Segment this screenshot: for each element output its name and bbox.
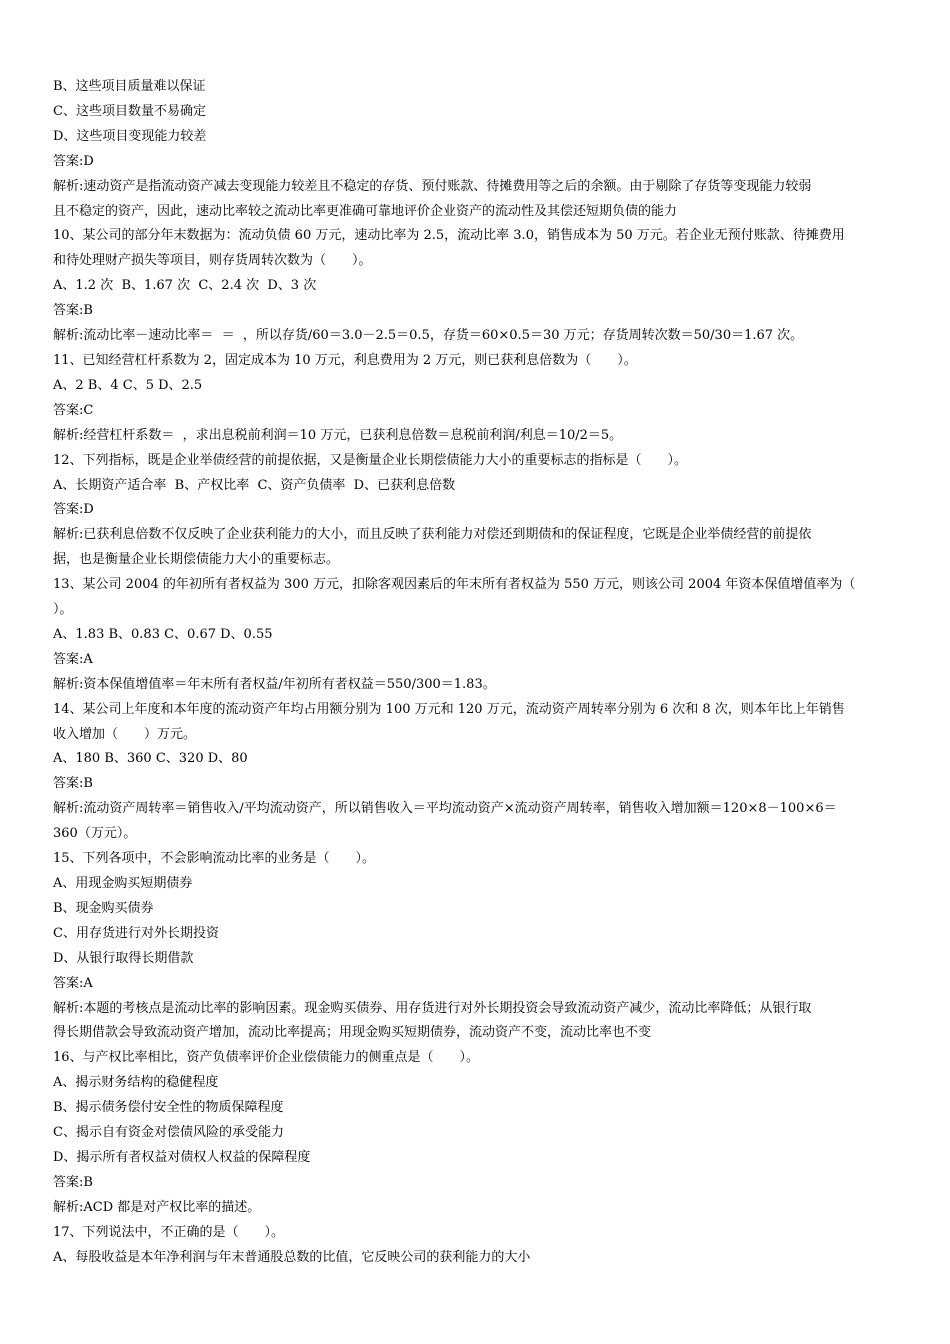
text-line: D、这些项目变现能力较差 [53, 128, 207, 144]
text-line: 解析:ACD 都是对产权比率的描述。 [53, 1199, 261, 1215]
text-line: 且不稳定的资产，因此，速动比率较之流动比率更准确可靠地评价企业资产的流动性及其偿还短期负债的能力 [53, 203, 678, 219]
document-body [53, 75, 898, 1271]
text-line: 16、与产权比率相比，资产负债率评价企业偿债能力的侧重点是（ ）。 [53, 1050, 480, 1066]
text-line: A、每股收益是本年净利润与年末普通股总数的比值，它反映公司的获利能力的大小 [53, 1249, 531, 1265]
text-line: 解析:流动比率－速动比率＝ ＝ ，所以存货/60＝3.0－2.5＝0.5，存货＝60×0.5＝30 万元；存货周转次数＝50/30＝1.67 次。 [53, 328, 804, 344]
text-line: D、揭示所有者权益对债权人权益的保障程度 [53, 1149, 311, 1165]
text-line: 11、已知经营杠杆系数为 2，固定成本为 10 万元，利息费用为 2 万元，则已获利息倍数为（ ）。 [53, 352, 637, 368]
text-line: B、揭示债务偿付安全性的物质保障程度 [53, 1100, 284, 1116]
text-line: A、2 B、4 C、5 D、2.5 [53, 377, 203, 393]
text-line: A、180 B、360 C、320 D、80 [53, 751, 248, 767]
text-line: 据，也是衡量企业长期偿债能力大小的重要标志。 [53, 552, 340, 568]
text-line: C、揭示自有资金对偿债风险的承受能力 [53, 1125, 284, 1141]
text-line: C、用存货进行对外长期投资 [53, 925, 219, 941]
text-line: B、现金购买债券 [53, 900, 154, 916]
text-line: A、用现金购买短期债券 [53, 876, 193, 891]
text-line: B、这些项目质量难以保证 [53, 79, 206, 94]
text-line: A、揭示财务结构的稳健程度 [53, 1075, 219, 1091]
text-line: A、长期资产适合率 B、产权比率 C、资产负债率 D、已获利息倍数 [53, 477, 456, 493]
text-line: 17、下列说法中，不正确的是（ ）。 [53, 1224, 285, 1240]
text-line: 解析:本题的考核点是流动比率的影响因素。现金购买债券、用存货进行对外长期投资会导致流动资产减少，流动比率降低；从银行取 [53, 1000, 812, 1016]
text-line: 解析:速动资产是指流动资产减去变现能力较差且不稳定的存货、预付账款、待摊费用等之后的余额。由于剔除了存货等变现能力较弱 [53, 178, 812, 194]
text-line: C、这些项目数量不易确定 [53, 103, 206, 119]
text-line: ）。 [53, 602, 73, 618]
text-line: 答案:C [53, 402, 94, 418]
text-line: 14、某公司上年度和本年度的流动资产年均占用额分别为 100 万元和 120 万元，流动资产周转率分别为 6 次和 8 次，则本年比上年销售 [53, 701, 845, 717]
text-line: 答案:D [53, 153, 94, 169]
text-line: 解析:已获利息倍数不仅反映了企业获利能力的大小，而且反映了获利能力对偿还到期债和的保证程度，它既是企业举债经营的前提依 [53, 527, 812, 543]
text-line: 解析:资本保值增值率＝年末所有者权益/年初所有者权益＝550/300＝1.83。 [53, 676, 496, 692]
text-line: 解析:流动资产周转率＝销售收入/平均流动资产，所以销售收入＝平均流动资产×流动资产周转率，销售收入增加额＝120×8－100×6＝ [53, 801, 837, 817]
text-line: 答案:B [53, 1174, 93, 1190]
text-line: 和待处理财产损失等项目，则存货周转次数为（ ）。 [53, 253, 372, 269]
text-line: 360（万元）。 [53, 826, 137, 842]
text-line: 收入增加（ ）万元。 [53, 726, 197, 742]
text-line: 13、某公司 2004 的年初所有者权益为 300 万元，扣除客观因素后的年末所有者权益为 550 万元，则该公司 2004 年资本保值增值率为（ [53, 577, 856, 593]
text-line: 答案:B [53, 303, 93, 319]
text-line: 答案:D [53, 502, 94, 518]
text-line: 答案:B [53, 776, 93, 792]
text-line: 15、下列各项中，不会影响流动比率的业务是（ ）。 [53, 851, 376, 867]
text-line: A、1.83 B、0.83 C、0.67 D、0.55 [53, 626, 273, 642]
text-line: 答案:A [53, 651, 93, 667]
text-line: 10、某公司的部分年末数据为：流动负债 60 万元，速动比率为 2.5，流动比率 3.0，销售成本为 50 万元。若企业无预付账款、待摊费用 [53, 228, 845, 244]
text-line: 得长期借款会导致流动资产增加，流动比率提高；用现金购买短期债券，流动资产不变，流动比率也不变 [53, 1025, 652, 1041]
text-line: 解析:经营杠杆系数＝ ，求出息税前利润＝10 万元，已获利息倍数＝息税前利润/利息＝10/2＝5。 [53, 427, 623, 443]
text-line: 12、下列指标，既是企业举债经营的前提依据，又是衡量企业长期偿债能力大小的重要标志的指标是（ ）。 [53, 452, 688, 468]
text-line: 答案:A [53, 975, 93, 991]
text-line: D、从银行取得长期借款 [53, 950, 194, 966]
text-line: A、1.2 次 B、1.67 次 C、2.4 次 D、3 次 [53, 278, 317, 294]
